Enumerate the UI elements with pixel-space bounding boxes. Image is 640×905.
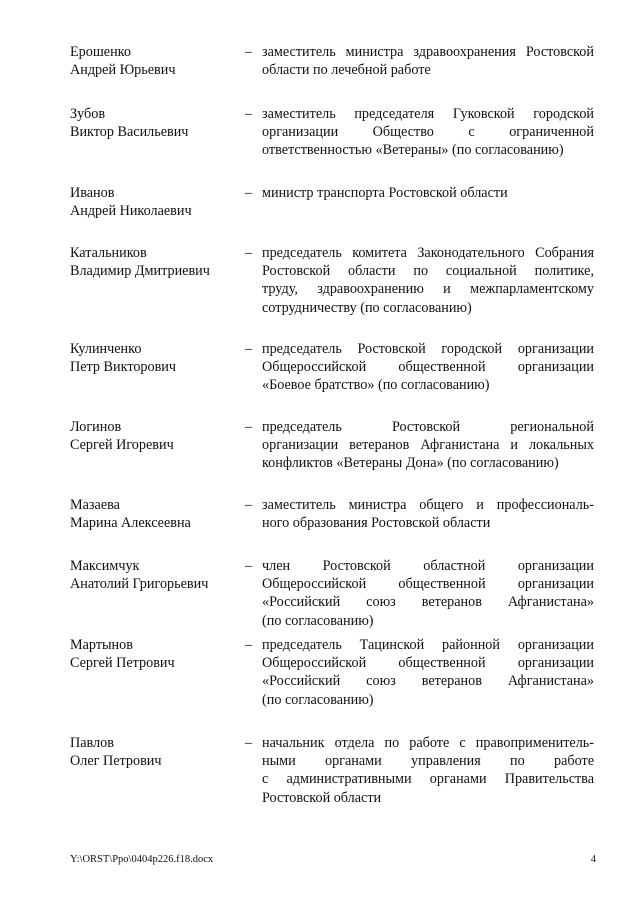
- member-position: [262, 496, 594, 532]
- member-given-name: Андрей Юрьевич: [70, 62, 176, 79]
- member-name: [70, 105, 240, 141]
- member-surname: Логинов: [70, 419, 122, 435]
- member-name: [70, 496, 240, 532]
- position-line: ного образования Ростовской области: [262, 515, 491, 532]
- position-line: сотрудничеству (по согласованию): [262, 299, 472, 316]
- member-name: [70, 184, 240, 220]
- member-surname: Кулинченко: [70, 341, 142, 357]
- position-line: организации Общество с ограниченной: [262, 124, 594, 141]
- position-line: начальник отдела по работе с правоприменитель-: [262, 735, 594, 751]
- member-position: [262, 244, 594, 317]
- position-line: Общероссийской общественной организации: [262, 359, 594, 376]
- dash-separator: –: [245, 419, 253, 435]
- dash-separator: –: [245, 245, 253, 261]
- member-given-name: Петр Викторович: [70, 359, 177, 376]
- member-name: [70, 418, 240, 454]
- position-line: организации ветеранов Афганистана и локальных: [262, 437, 594, 454]
- position-line: председатель Ростовской региональной: [262, 419, 594, 435]
- member-given-name: Владимир Дмитриевич: [70, 263, 210, 280]
- member-name: [70, 734, 240, 770]
- position-line: заместитель министра общего и профессиональ-: [262, 497, 594, 513]
- position-line: Общероссийской общественной организации: [262, 655, 594, 672]
- member-name: [70, 43, 240, 79]
- position-line: труду, здравоохранению и межпарламентскому: [262, 281, 594, 298]
- position-line: конфликтов «Ветераны Дона» (по согласованию): [262, 455, 559, 472]
- member-surname: Павлов: [70, 735, 114, 751]
- position-line: ответственностью «Ветераны» (по согласованию): [262, 142, 564, 159]
- member-position: [262, 43, 594, 79]
- member-position: [262, 418, 594, 473]
- position-line: (по согласованию): [262, 691, 374, 708]
- position-line: заместитель председателя Гуковской городской: [262, 106, 594, 122]
- dash-separator: –: [245, 341, 253, 357]
- member-given-name: Виктор Васильевич: [70, 124, 189, 141]
- dash-separator: –: [245, 44, 253, 60]
- member-surname: Мартынов: [70, 637, 133, 653]
- position-line: области по лечебной работе: [262, 62, 431, 79]
- member-given-name: Андрей Николаевич: [70, 203, 192, 220]
- member-surname: Зубов: [70, 106, 106, 122]
- member-position: [262, 557, 594, 630]
- member-name: [70, 557, 240, 593]
- member-given-name: Анатолий Григорьевич: [70, 576, 209, 593]
- footer-file-path: Y:\ORST\Ppo\0404p226.f18.docx: [70, 854, 214, 865]
- dash-separator: –: [245, 558, 253, 574]
- member-surname: Катальников: [70, 245, 147, 261]
- member-given-name: Марина Алексеевна: [70, 515, 191, 532]
- position-line: Ростовской области по социальной политике,: [262, 263, 594, 280]
- position-line: член Ростовской областной организации: [262, 558, 594, 574]
- position-line: «Российский союз ветеранов Афганистана»: [262, 673, 594, 690]
- member-position: [262, 340, 594, 395]
- position-line: Ростовской области: [262, 789, 382, 806]
- position-line: с административными органами Правительства: [262, 771, 594, 788]
- position-line: председатель комитета Законодательного Собрания: [262, 245, 594, 261]
- member-surname: Мазаева: [70, 497, 120, 513]
- page-number: 4: [590, 854, 596, 865]
- position-line: министр транспорта Ростовской области: [262, 185, 508, 201]
- member-surname: Максимчук: [70, 558, 140, 574]
- position-line: председатель Тацинской районной организации: [262, 637, 594, 653]
- position-line: «Российский союз ветеранов Афганистана»: [262, 594, 594, 611]
- position-line: Общероссийской общественной организации: [262, 576, 594, 593]
- position-line: (по согласованию): [262, 612, 374, 629]
- dash-separator: –: [245, 735, 253, 751]
- position-line: заместитель министра здравоохранения Ростовской: [262, 44, 594, 60]
- member-surname: Иванов: [70, 185, 115, 201]
- dash-separator: –: [245, 497, 253, 513]
- position-line: председатель Ростовской городской организации: [262, 341, 594, 357]
- member-position: [262, 734, 594, 807]
- position-line: «Боевое братство» (по согласованию): [262, 377, 490, 394]
- member-name: [70, 636, 240, 672]
- member-position: [262, 184, 594, 202]
- member-position: [262, 105, 594, 160]
- member-given-name: Сергей Петрович: [70, 655, 175, 672]
- member-name: [70, 244, 240, 280]
- dash-separator: –: [245, 106, 253, 122]
- member-surname: Ерошенко: [70, 44, 131, 60]
- member-position: [262, 636, 594, 709]
- position-line: ными органами управления по работе: [262, 753, 594, 770]
- member-name: [70, 340, 240, 376]
- dash-separator: –: [245, 637, 253, 653]
- member-given-name: Олег Петрович: [70, 753, 162, 770]
- dash-separator: –: [245, 185, 253, 201]
- member-given-name: Сергей Игоревич: [70, 437, 174, 454]
